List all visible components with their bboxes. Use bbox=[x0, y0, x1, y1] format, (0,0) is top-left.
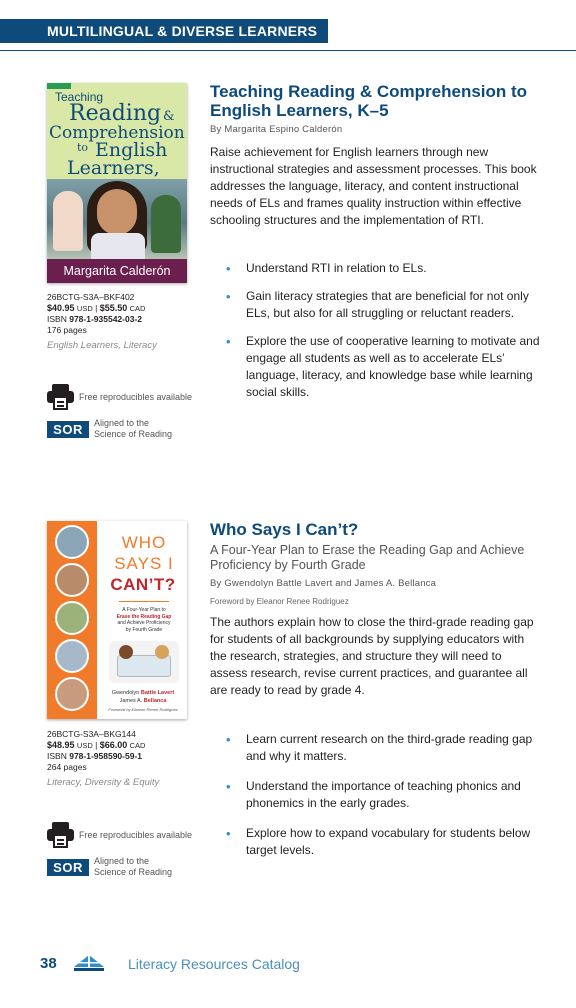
sor-text-line: Science of Reading bbox=[94, 429, 173, 439]
feature-list bbox=[210, 260, 540, 401]
cover-photo-figure bbox=[53, 191, 83, 251]
sor-text-line: Science of Reading bbox=[94, 867, 173, 877]
product-foreword: Foreword by Eleanor Renee Rodriguez bbox=[210, 597, 349, 606]
product-isbn bbox=[47, 751, 197, 762]
sor-badge-row bbox=[47, 856, 172, 878]
cover-photo-circle bbox=[55, 639, 89, 673]
currency-usd: USD bbox=[76, 740, 93, 750]
product-description: The authors explain how to close the third-grade reading gap for students of all backgrounds by supplying educators with the research, strategies, and structure they will need to assess research, revise current practices, and guarantee all are ready to read by grade 4. bbox=[210, 615, 534, 697]
book-cover-teaching-reading[interactable] bbox=[47, 83, 187, 283]
cover-photo-circle bbox=[55, 563, 89, 597]
list-item: • Explore how to expand vocabulary for students below target levels. bbox=[210, 825, 540, 859]
isbn-label: ISBN bbox=[47, 751, 67, 761]
product-meta bbox=[47, 729, 197, 789]
cover-photo-circle bbox=[55, 677, 89, 711]
product-subtitle: A Four-Year Plan to Erase the Reading Gap and Achieve Proficiency by Fourth Grade bbox=[210, 543, 525, 572]
sor-badge: SOR bbox=[47, 859, 89, 876]
reproducibles-badge bbox=[47, 822, 192, 848]
cover-author: Gwendolyn bbox=[111, 690, 140, 696]
list-item: • Learn current research on the third-grade reading gap and why it matters. bbox=[210, 731, 540, 765]
cover-title-line: Learners, bbox=[67, 157, 160, 179]
product-code: 26BCTG-S3A–BKG144 bbox=[47, 729, 136, 739]
cover-photo-figure bbox=[151, 195, 181, 253]
product-categories: English Learners, Literacy bbox=[47, 340, 157, 351]
product-title[interactable]: Who Says I Can’t? bbox=[210, 520, 359, 539]
product-description: Raise achievement for English learners through new instructional strategies and assessment processes. This book addresses the language, literacy, and content instructional needs of ELs and frames quality instruction within effective schooling structures and the implementation of RTI. bbox=[210, 145, 537, 227]
cover-title-line: SAYS I bbox=[114, 554, 174, 573]
page-count: 264 pages bbox=[47, 761, 87, 772]
price-usd: $48.95 bbox=[47, 739, 75, 750]
list-item: • Explore the use of cooperative learning to motivate and engage all students as well as to accelerate ELs’ language, literacy, and knowledge base while learning social skills. bbox=[210, 333, 540, 401]
page-count: 176 pages bbox=[47, 324, 87, 335]
product-categories: Literacy, Diversity & Equity bbox=[47, 777, 160, 788]
product-price: $40.95 USD | $55.50 CAD bbox=[47, 302, 146, 313]
product-meta bbox=[47, 292, 197, 352]
cover-title-line: to bbox=[77, 141, 89, 154]
section-header-band bbox=[0, 19, 328, 43]
cover-photo-figure bbox=[97, 189, 137, 235]
reproducibles-text: Free reproducibles available bbox=[79, 830, 193, 840]
printer-icon bbox=[47, 384, 75, 410]
isbn-value: 978-1-935542-03-2 bbox=[69, 314, 142, 324]
cover-divider bbox=[119, 601, 169, 602]
section-title: MULTILINGUAL & DIVERSE LEARNERS bbox=[47, 23, 318, 39]
cover-subtitle-line: and Achieve Proficiency bbox=[117, 620, 171, 626]
list-item: • Understand RTI in relation to ELs. bbox=[210, 260, 540, 277]
cover-author-name: Margarita Calderón bbox=[47, 259, 187, 283]
product-title[interactable]: Teaching Reading & Comprehension to English Learners, K–5 bbox=[210, 82, 528, 120]
cover-photo-circle bbox=[55, 525, 89, 559]
sor-text bbox=[94, 856, 172, 878]
list-item: • Gain literacy strategies that are beneficial for not only ELs, but also for all struggling or reluctant readers. bbox=[210, 288, 540, 322]
isbn-label: ISBN bbox=[47, 314, 67, 324]
cover-title-line: WHO bbox=[121, 533, 167, 552]
product-isbn bbox=[47, 314, 197, 325]
header-divider bbox=[0, 50, 576, 51]
feature-list bbox=[210, 731, 540, 859]
catalog-name: Literacy Resources Catalog bbox=[128, 956, 300, 972]
currency-cad: CAD bbox=[129, 740, 146, 750]
cover-title-line: CAN’T? bbox=[110, 575, 176, 594]
price-usd: $40.95 bbox=[47, 302, 75, 313]
cover-title-line: Teaching bbox=[55, 90, 104, 104]
cover-title-line: English bbox=[95, 139, 168, 161]
product-code: 26BCTG-S3A–BKF402 bbox=[47, 292, 135, 302]
list-item: • Understand the importance of teaching phonics and phonemics in the early grades. bbox=[210, 778, 540, 812]
book-cover-who-says-i-cant[interactable] bbox=[47, 521, 187, 719]
product-author: By Margarita Espino Calderón bbox=[210, 124, 343, 135]
printer-icon bbox=[47, 822, 75, 848]
cover-illustration bbox=[109, 641, 179, 683]
price-cad: $55.50 bbox=[99, 302, 128, 313]
cover-title-line: Comprehension bbox=[49, 123, 185, 143]
sor-badge: SOR bbox=[47, 421, 89, 438]
currency-usd: USD bbox=[76, 303, 93, 313]
sor-text-line: Aligned to the bbox=[94, 418, 150, 428]
cover-title-line: Reading bbox=[69, 101, 162, 126]
product-price: $48.95 USD | $66.00 CAD bbox=[47, 739, 146, 750]
publisher-logo-icon bbox=[72, 953, 106, 973]
cover-title-line: & bbox=[163, 109, 175, 124]
product-author: By Gwendolyn Battle Lavert and James A. Bellanca bbox=[210, 578, 437, 589]
cover-subtitle-line: A Four-Year Plan to bbox=[122, 607, 166, 613]
isbn-value: 978-1-958590-59-1 bbox=[69, 751, 142, 761]
cover-subtitle-line: by Fourth Grade bbox=[125, 626, 163, 633]
cover-foreword: Foreword by Eleanor Renee Rodriguez bbox=[108, 707, 178, 712]
sor-text-line: Aligned to the bbox=[94, 856, 150, 866]
cover-author: Battle Lavert bbox=[140, 690, 175, 696]
page-number: 38 bbox=[40, 955, 57, 972]
reproducibles-text: Free reproducibles available bbox=[79, 392, 193, 402]
reproducibles-badge bbox=[47, 384, 192, 410]
cover-photo-figure bbox=[91, 233, 145, 259]
cover-author: James A. bbox=[119, 698, 143, 704]
cover-accent-band bbox=[47, 83, 71, 89]
cover-subtitle-line: Erase the Reading Gap bbox=[116, 613, 172, 620]
sor-text bbox=[94, 418, 172, 440]
sor-badge-row bbox=[47, 418, 172, 440]
cover-author: Bellanca bbox=[143, 698, 167, 704]
price-cad: $66.00 bbox=[99, 739, 128, 750]
cover-authors bbox=[99, 689, 187, 705]
cover-subtitle bbox=[103, 607, 185, 633]
currency-cad: CAD bbox=[129, 303, 146, 313]
cover-photo-circle bbox=[55, 601, 89, 635]
